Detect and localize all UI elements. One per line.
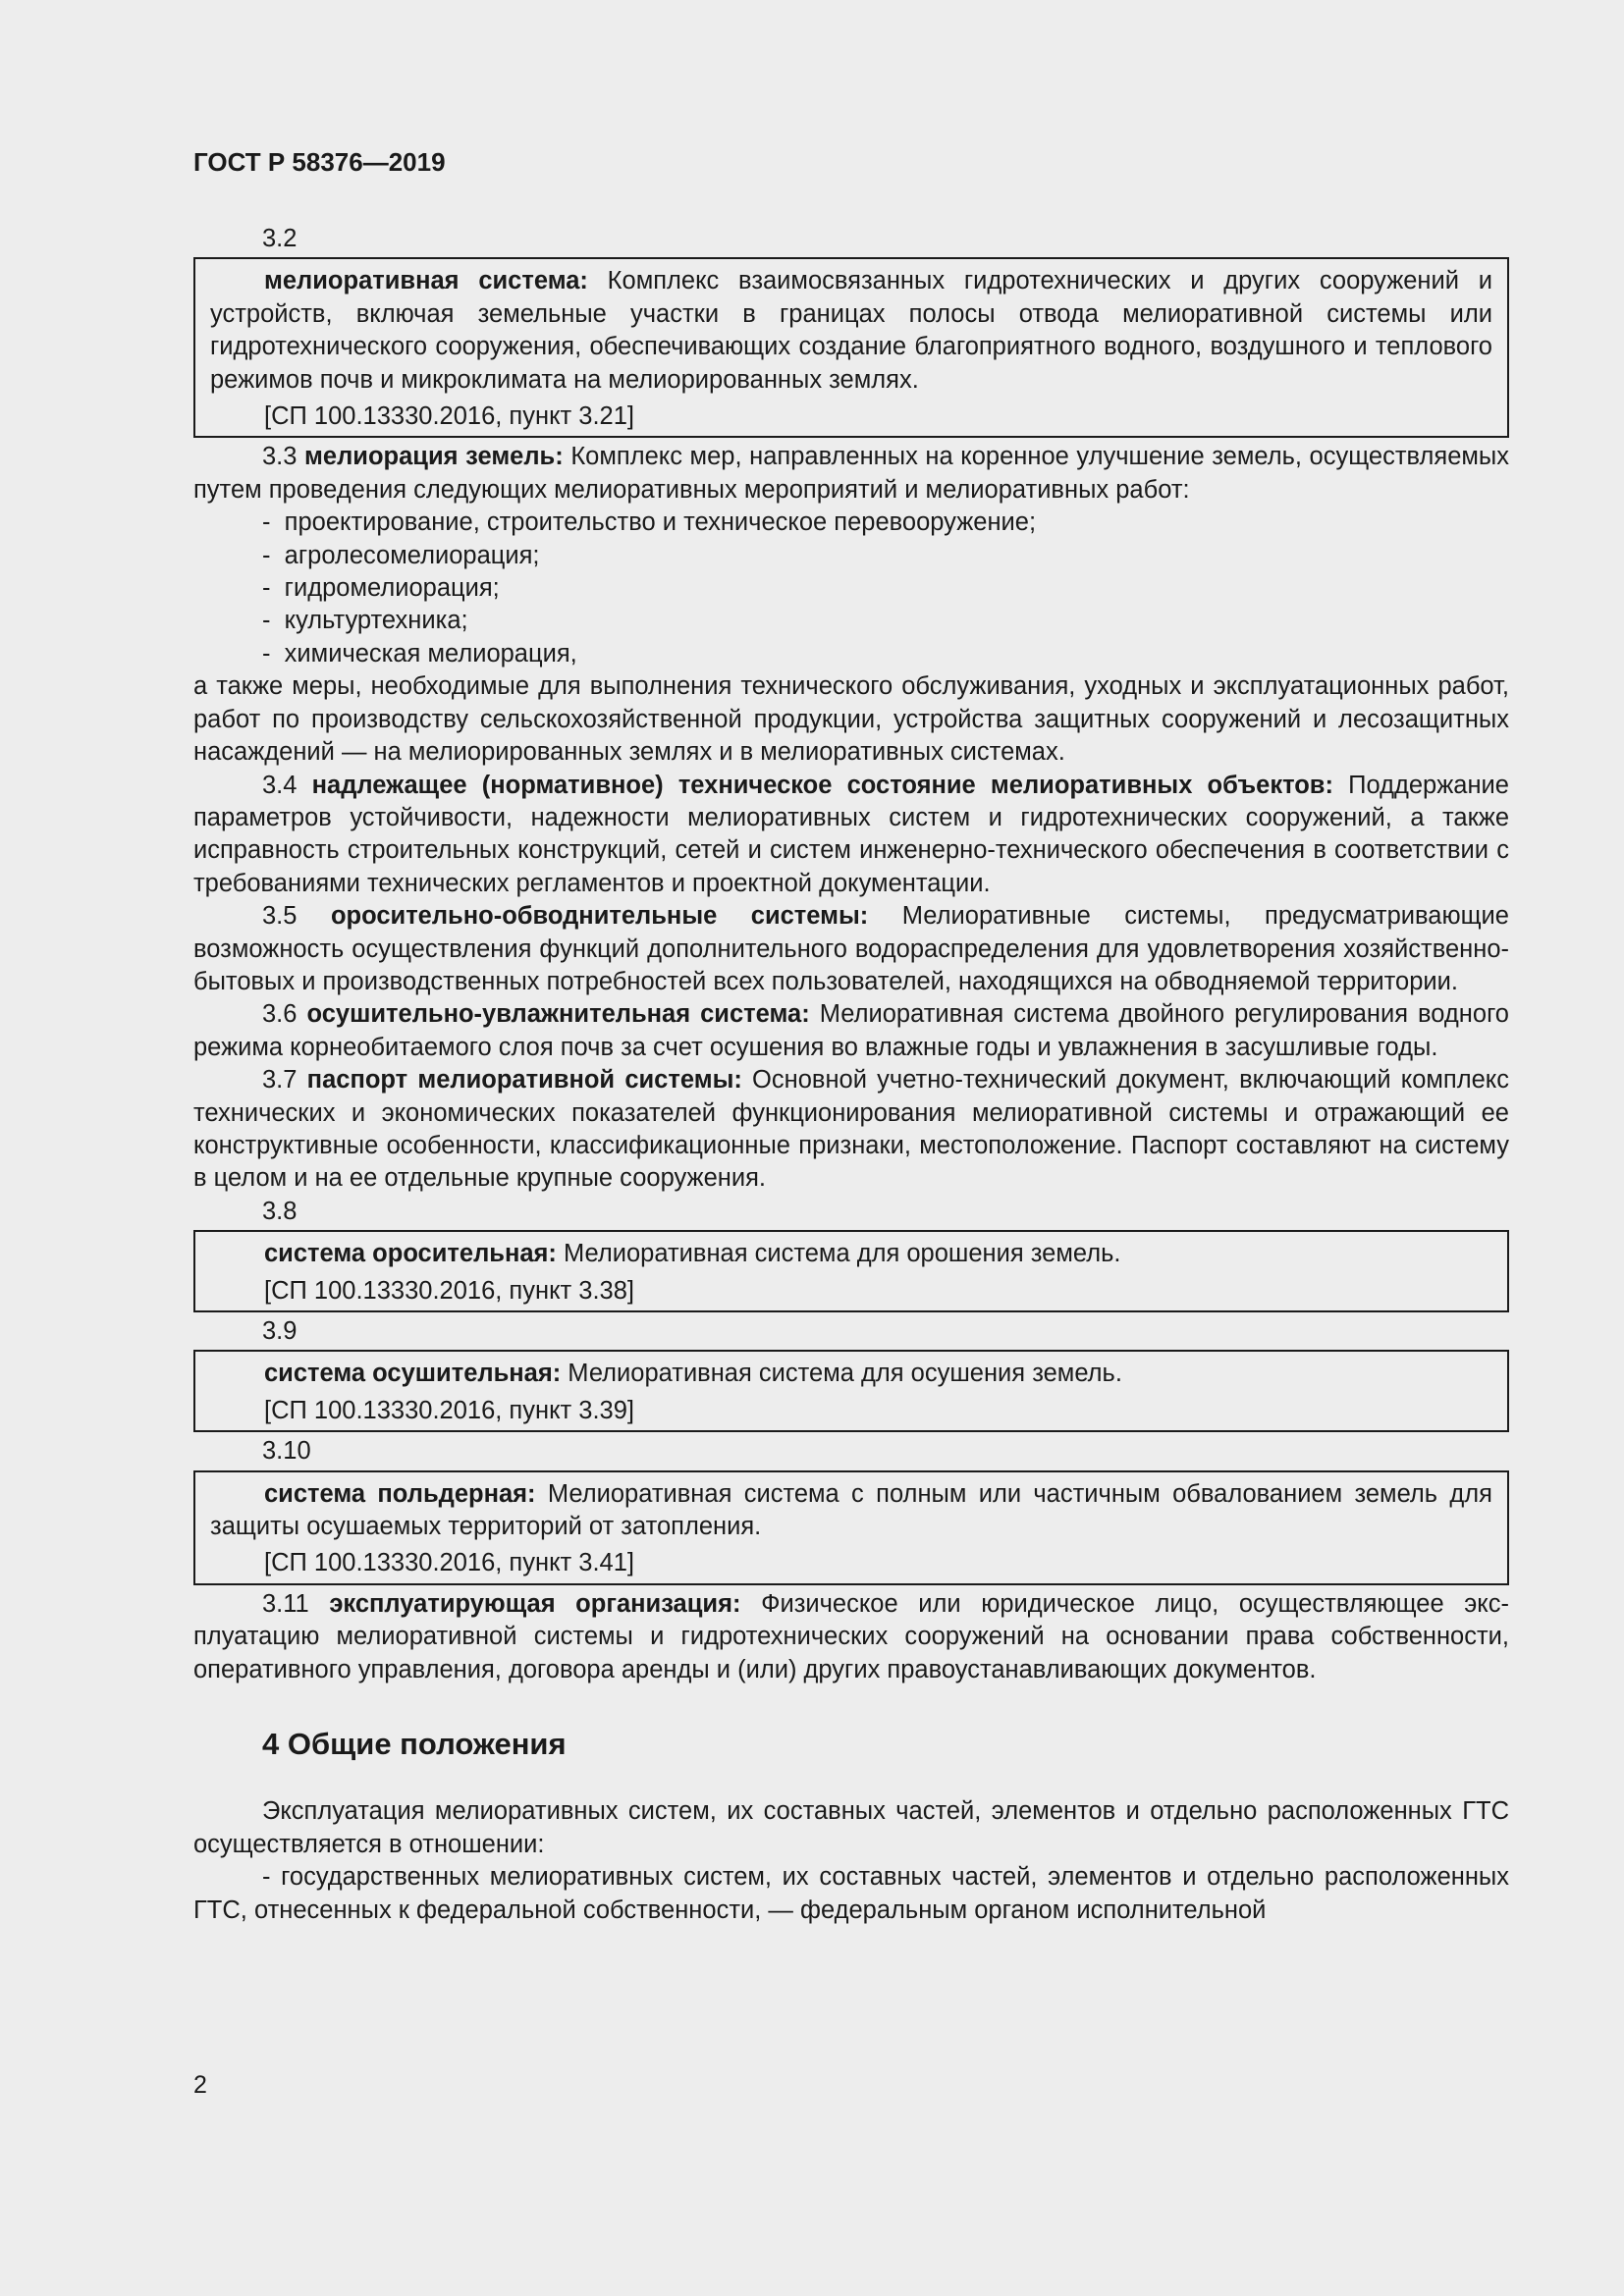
term-name: эксплуатирующая организация: <box>329 1589 741 1618</box>
term-number: 3.8 <box>262 1197 298 1225</box>
term-number: 3.9 <box>262 1317 298 1345</box>
list-item: - агролесомелиорация; <box>262 540 1509 572</box>
term-number: 3.11 <box>262 1589 330 1618</box>
term-text: Мелиоративная система для орошения земель. <box>556 1240 1121 1268</box>
term-text: Основной учетно-технический документ, включающий комплекс технических и экономических показателей функционирования мелиоративной системы и отражающий ее конструктивные особенности, классификационные признаки, местоположение. Паспорт составляют на систему в целом и на ее отдельные крупные сооружения. <box>193 1066 1509 1193</box>
term-text: Мелиоративные системы, предусматривающие возможность осуществления функций дополнительного водораспределения для удовлетворения хозяйственно-бытовых и производственных потребностей всех пользователей, находящихся на обводняемой территории. <box>193 902 1509 995</box>
list-item: - гидромелиорация; <box>262 572 1509 605</box>
term-text: Комплекс взаимосвязанных гидротехнических и других сооружений и устройств, включая земельные участки в границах полосы отвода мелиоративной системы или гидротехнического сооружения, обеспечивающих создание благоприятного водного, воздушного и теплового режимов почв и микроклимата на мелиорированных землях. <box>210 267 1493 394</box>
term-number: 3.4 <box>262 771 312 799</box>
term-definition <box>210 265 1492 397</box>
term-3-6 <box>193 998 1509 1064</box>
term-number: 3.7 <box>262 1066 307 1095</box>
term-text: Мелиоративная система с полным или частичным обвалованием земель для защиты осушаемых территорий от затопления. <box>210 1479 1492 1541</box>
term-name: мелиоративная система: <box>264 267 588 295</box>
term-name: система оросительная: <box>264 1240 557 1268</box>
term-definition <box>210 1238 1492 1270</box>
term-name: осушительно-увлажнительная система: <box>306 1000 810 1029</box>
term-number: 3.2 <box>262 225 298 252</box>
term-text: Комплекс мер, направленных на коренное улучшение земель, осуществляемых путем проведения следующих мелиоративных мероприятий и мелиоративных работ: <box>193 443 1509 504</box>
term-3-7 <box>193 1064 1509 1196</box>
term-number: 3.5 <box>262 902 331 931</box>
term-source: [СП 100.13330.2016, пункт 3.41] <box>264 1549 634 1577</box>
term-name: система осушительная: <box>264 1360 562 1388</box>
term-text: Мелиоративная система двойного регулирования водного режима корнеобитаемого слоя почв за счет осушения во влажные годы и увлажнения в засушливые годы. <box>193 1000 1509 1061</box>
term-definition <box>210 1358 1492 1390</box>
term-box-3-8 <box>193 1230 1509 1312</box>
list-item: - химическая мелиорация, <box>262 638 1509 670</box>
term-name: надлежащее (нормативное) техническое состояние мелиоративных объектов: <box>311 771 1333 799</box>
document-header: ГОСТ Р 58376—2019 <box>193 147 446 177</box>
term-number: 3.3 <box>262 443 305 471</box>
document-body <box>193 223 1509 1927</box>
term-name: система польдерная: <box>264 1479 536 1508</box>
term-3-11 <box>193 1588 1509 1686</box>
term-3-4 <box>193 770 1509 901</box>
term-3-3-tail: а также меры, необходимые для выполнения технического обслуживания, уходных и эксплуатационных работ, работ по производству сельскохозяйственной продукции, устройства защитных сооружений и лесозащитных насаждений — на мелиорированных землях и в мелиоративных системах. <box>193 672 1509 767</box>
term-source: [СП 100.13330.2016, пункт 3.21] <box>264 402 634 431</box>
term-number: 3.10 <box>262 1437 311 1466</box>
term-box-3-9 <box>193 1350 1509 1432</box>
section-paragraph: Эксплуатация мелиоративных систем, их составных частей, элементов и отдельно расположенных ГТС осуществляется в отношении: <box>193 1797 1509 1858</box>
term-box-3-10 <box>193 1470 1509 1585</box>
term-box-3-2 <box>193 257 1509 438</box>
list-item: - культуртехника; <box>262 605 1509 637</box>
page-number: 2 <box>193 2071 207 2099</box>
section-paragraph: - государственных мелиоративных систем, их составных частей, элементов и отдельно расположенных ГТС, отнесенных к федеральной собственности, — федеральным органом исполнительной <box>193 1863 1509 1924</box>
term-name: мелиорация земель: <box>304 443 564 471</box>
term-text: Мелиоративная система для осушения земель. <box>561 1360 1122 1388</box>
term-number: 3.6 <box>262 1000 307 1029</box>
term-text: Поддержание параметров устойчивости, надежности мелиоративных систем и гидротехнических сооружений, а также исправность строительных конструкций, сетей и систем инженерно-технического обеспечения в соответствии с требованиями технических регламентов и проектной документации. <box>193 771 1509 897</box>
term-text: Физическое или юридическое лицо, осуществляющее эксплуатацию мелиоративной системы и гидротехнических сооружений на основании права собственности, оперативного управления, договора аренды и (или) других правоустанавливающих документов. <box>193 1589 1509 1683</box>
term-definition <box>210 1478 1492 1544</box>
term-name: оросительно-обводнительные системы: <box>330 902 869 931</box>
term-name: паспорт мелиоративной системы: <box>306 1066 742 1095</box>
term-source: [СП 100.13330.2016, пункт 3.38] <box>264 1276 634 1305</box>
list-item: - проектирование, строительство и техническое перевооружение; <box>262 507 1509 539</box>
term-source: [СП 100.13330.2016, пункт 3.39] <box>264 1396 634 1424</box>
term-3-5 <box>193 900 1509 998</box>
term-3-3 <box>193 441 1509 507</box>
section-title: 4 Общие положения <box>262 1727 567 1762</box>
term-3-3-list <box>193 507 1509 670</box>
